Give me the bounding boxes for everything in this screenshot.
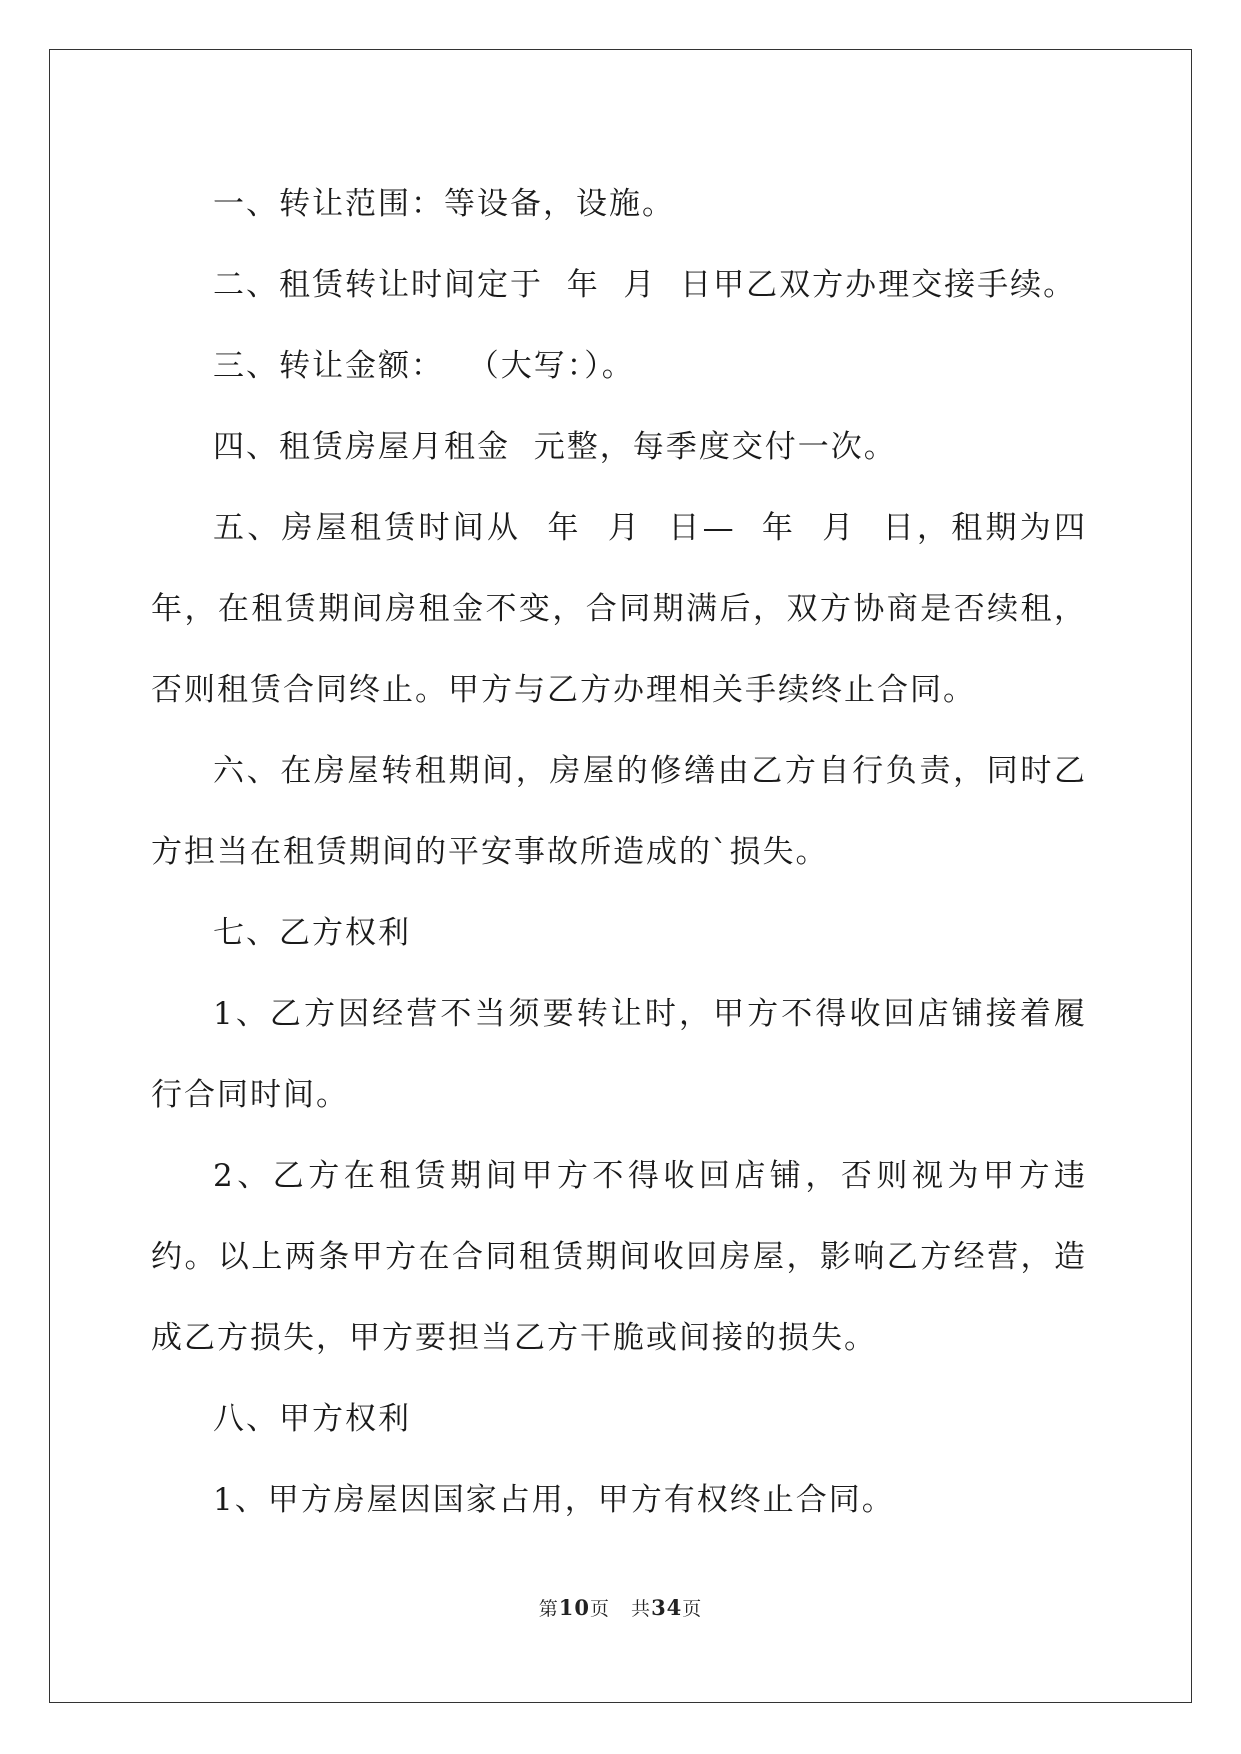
paragraph-repairs: 六、在房屋转租期间，房屋的修缮由乙方自行负责，同时乙方担当在租赁期间的平安事故所造成的`损失。 [151,753,1087,870]
paragraph-monthly-rent: 四、租赁房屋月租金 元整，每季度交付一次。 [213,429,897,465]
paragraph-transfer-amount: 三、转让金额： （大写：）。 [213,348,635,384]
footer-prefix: 第 [538,1598,559,1620]
paragraph-lease-term: 五、房屋租赁时间从 年 月 日— 年 月 日，租期为四年，在租赁期间房租金不变，合同期满后，双方协商是否续租，否则租赁合同终止。甲方与乙方办理相关手续终止合同。 [151,510,1087,708]
footer-middle: 页 共 [589,1598,652,1620]
document-body [151,164,1087,1541]
current-page-number: 10 [558,1595,590,1620]
paragraph-party-a-right-1: 1、甲方房屋因国家占用，甲方有权终止合同。 [213,1482,895,1518]
paragraph-party-b-right-2: 2、乙方在租赁期间甲方不得收回店铺，否则视为甲方违约。以上两条甲方在合同租赁期间收回房屋，影响乙方经营，造成乙方损失，甲方要担当乙方干脆或间接的损失。 [151,1158,1087,1356]
paragraph-transfer-date: 二、租赁转让时间定于 年 月 日甲乙双方办理交接手续。 [213,267,1077,303]
paragraph-transfer-scope: 一、转让范围：等设备，设施。 [213,186,675,222]
heading-party-b-rights: 七、乙方权利 [213,915,411,951]
footer-suffix: 页 [682,1598,703,1620]
heading-party-a-rights: 八、甲方权利 [213,1401,411,1437]
page-footer [0,1594,1241,1621]
total-page-number: 34 [651,1595,683,1620]
paragraph-party-b-right-1: 1、乙方因经营不当须要转让时，甲方不得收回店铺接着履行合同时间。 [151,996,1087,1113]
